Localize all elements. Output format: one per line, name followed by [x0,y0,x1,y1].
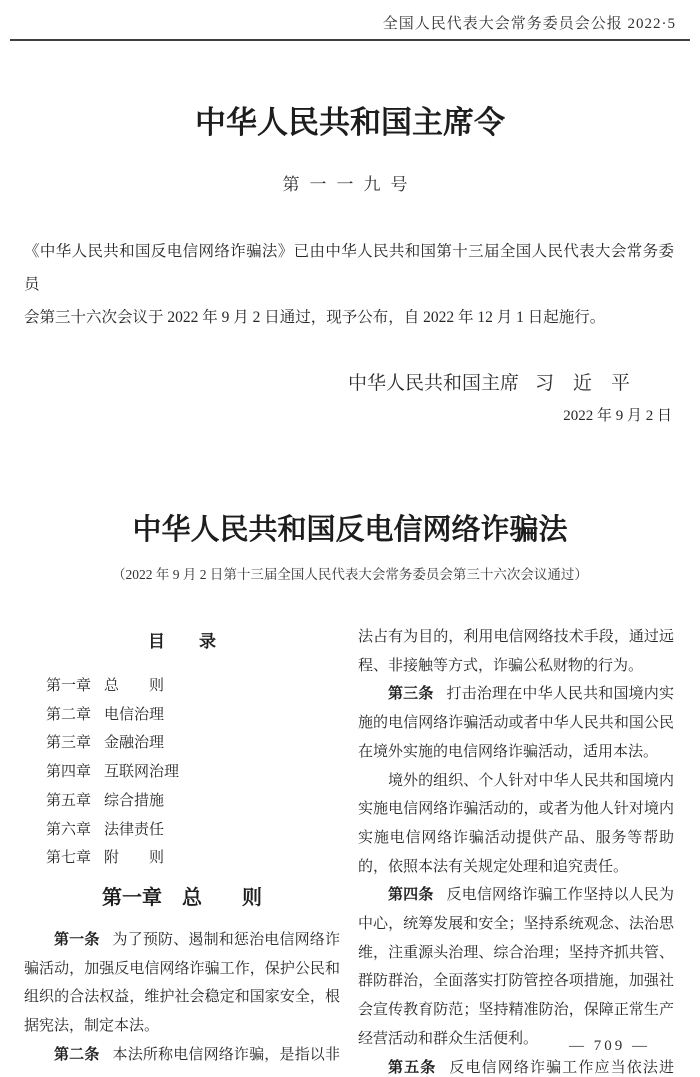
article-text: 打击治理在中华人民共和国境内实 [446,686,674,703]
toc-chapter: 第一章 [46,678,92,694]
article-line [358,767,674,796]
article-line [358,680,674,709]
decree-number: 第一一九号 [282,175,418,194]
article-line [24,955,340,984]
article-line [24,926,340,955]
header-rule [10,39,690,41]
page-number: — 709 — [569,1038,650,1054]
article-text: 实施电信网络诈骗活动提供产品、服务等帮助 [358,829,674,846]
article-text: 境外的组织、个人针对中华人民共和国境内 [388,772,674,789]
toc-item [24,672,340,701]
article-line [24,1012,340,1041]
toc-chapter: 第四章 [46,764,92,781]
toc-item [24,729,340,758]
decree-body [24,235,674,334]
article-text: 施的电信网络诈骗活动或者中华人民共和国公民 [358,715,674,732]
article-line [358,853,674,882]
right-column [358,623,674,1077]
article-label: 第五条 [388,1058,437,1076]
toc-title: 附 则 [104,850,165,867]
toc-chapter: 第三章 [46,735,92,752]
toc-chapter: 第六章 [46,821,92,838]
toc-title: 电信治理 [104,706,165,723]
article-line [358,652,674,681]
article-text: 反电信网络诈骗工作应当依法进 [449,1059,674,1076]
article-line [358,795,674,824]
article-text: 的，依照本法有关规定处理和追究责任。 [358,858,629,875]
article-text: 据宪法，制定本法。 [24,1018,160,1035]
law-subtitle: （2022 年 9 月 2 日第十三届全国人民代表大会常务委员会第三十六次会议通过） [112,567,588,582]
left-column [24,623,340,1077]
article-label: 第四条 [388,886,434,904]
article-line [358,881,674,910]
article-text: 中心，统筹发展和安全；坚持系统观念、法治思 [358,916,674,933]
toc-heading: 目 录 [148,632,216,651]
article-label: 第二条 [54,1045,100,1063]
article-line [358,709,674,738]
article-text: 经营活动和群众生活便利。 [358,1030,539,1047]
article-line [24,983,340,1012]
article-text: 法占有为目的，利用电信网络技术手段，通过远 [358,629,674,645]
toc-chapter: 第二章 [46,706,92,723]
article-text: 在境外实施的电信网络诈骗活动，适用本法。 [358,743,659,760]
article-line [24,1041,340,1070]
article-text: 实施电信网络诈骗活动的，或者为他人针对境内 [358,801,674,818]
article-line [358,623,674,652]
decree-date: 2022 年 9 月 2 日 [563,408,672,424]
article-text: 反电信网络诈骗工作坚持以人民为 [446,887,674,904]
toc-item [24,701,340,730]
article-text: 维，注重源头治理、综合治理；坚持齐抓共管、 [358,944,674,961]
toc-title: 综合措施 [104,792,165,809]
article-line [358,939,674,968]
toc-chapter: 第七章 [46,850,92,867]
gazette-header-title: 全国人民代表大会常务委员会公报 2022·5 [382,16,676,32]
article-text: 程、非接触等方式，诈骗公私财物的行为。 [358,657,644,674]
article-text: 骗活动，加强反电信网络诈骗工作，保护公民和 [24,960,340,977]
article-text: 本法所称电信网络诈骗，是指以非 [112,1046,340,1063]
law-title: 中华人民共和国反电信网络诈骗法 [132,514,568,546]
toc-title: 金融治理 [104,735,165,752]
toc-item [24,844,340,873]
toc-item [24,787,340,816]
article-label: 第三条 [388,685,434,703]
decree-title: 中华人民共和国主席令 [195,105,505,140]
article-text: 会宣传教育防范；坚持精准防治，保障正常生产 [358,1002,674,1019]
article-text: 组织的合法权益，维护社会稳定和国家安全，根 [24,989,340,1006]
article-line [358,738,674,767]
article-line [358,967,674,996]
toc-title: 法律责任 [104,821,165,838]
toc-title: 总 则 [104,678,165,694]
article-line [358,1054,674,1077]
toc-item [24,758,340,787]
article-line [358,824,674,853]
article-line [358,996,674,1025]
toc-title: 互联网治理 [104,764,180,781]
article-line [358,910,674,939]
article-text: 为了预防、遏制和惩治电信网络诈 [112,931,340,948]
signer-title: 中华人民共和国主席 [347,373,519,394]
toc-chapter: 第五章 [46,792,92,809]
signer-name: 习 近 平 [534,373,630,394]
toc-item [24,816,340,845]
two-column-body [24,623,674,1077]
decree-body-line: 《中华人民共和国反电信网络诈骗法》已由中华人民共和国第十三届全国人民代表大会常务委员 [24,243,674,293]
decree-body-line: 会第三十六次会议于 2022 年 9 月 2 日通过，现予公布，自 2022 年 12 月 1 日起施行。 [24,309,606,326]
article-text: 群防群治，全面落实打防管控各项措施，加强社 [358,973,674,990]
article-label: 第一条 [54,930,100,948]
signature-row [0,368,700,395]
chapter-1-heading: 第一章 总 则 [102,886,262,909]
